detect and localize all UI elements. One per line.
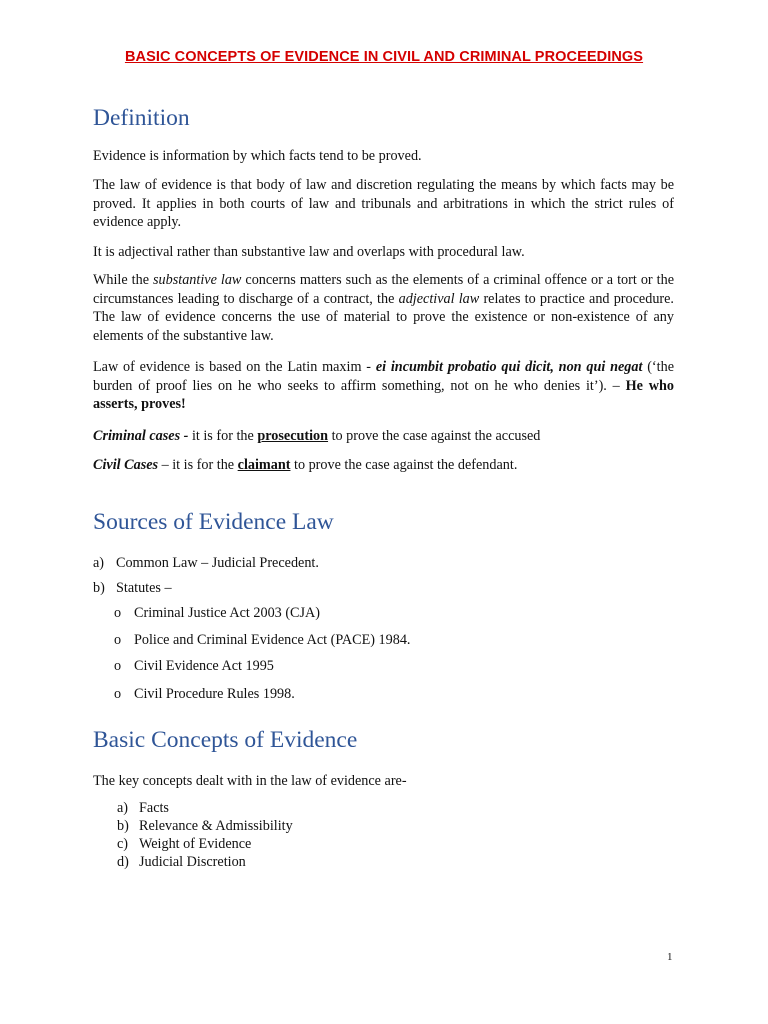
sources-heading: Sources of Evidence Law [93,509,334,535]
prosecution-term: prosecution [257,428,329,444]
definition-heading: Definition [93,105,190,131]
statute-text: Civil Evidence Act 1995 [134,658,274,674]
criminal-cases-label: Criminal cases - [93,428,189,444]
list-item [93,554,319,572]
list-marker: c) [117,836,129,852]
list-item-text: Common Law – Judicial Precedent. [116,555,319,571]
text-segment: Law of evidence is based on the Latin maxim - [93,359,376,375]
emphasis-adjectival-law: adjectival law [398,290,480,307]
list-item-text: Statutes – [116,580,172,596]
bullet-marker: o [114,605,122,621]
definition-paragraph-4 [93,271,674,345]
text-segment: concerns matters such as the elements of a criminal offence or a tort or the circumstances leading to discharge of a contract, the [93,272,674,307]
statute-item [114,685,295,703]
emphasis-substantive-law: substantive law [153,272,242,288]
civil-cases-line [93,456,674,475]
list-item [117,835,251,853]
list-marker: a) [93,555,105,571]
statute-text: Civil Procedure Rules 1998. [134,686,295,702]
definition-paragraph-2: The law of evidence is that body of law and discretion regulating the means by which facts may be proved. It applies in both courts of law and tribunals and arbitrations in which the strict rules of evidence apply. [93,177,674,231]
bullet-marker: o [114,658,122,674]
list-item-text: Facts [139,800,169,816]
list-marker: b) [117,818,129,834]
text-segment: it is for the [188,428,258,444]
text-segment: to prove the case against the defendant. [290,457,518,473]
concepts-heading: Basic Concepts of Evidence [93,727,358,753]
text-segment: While the [93,272,154,288]
definition-paragraph-3: It is adjectival rather than substantive law and overlaps with procedural law. [93,244,525,260]
maxim-summary: He who asserts, proves! [93,377,675,413]
list-marker: a) [117,800,129,816]
statute-text: Police and Criminal Evidence Act (PACE) 1984. [134,632,411,648]
text-segment: to prove the case against the accused [328,428,541,444]
concepts-intro: The key concepts dealt with in the law of evidence are- [93,773,407,789]
statute-item [114,631,410,649]
claimant-term: claimant [237,457,291,473]
list-item-text: Weight of Evidence [139,836,252,852]
list-item-text: Judicial Discretion [139,854,246,870]
text-segment: relates to practice and procedure. The law of evidence concerns the use of material to prove the existence or non-existence of any elements of the substantive law. [93,290,674,344]
statute-item [114,657,274,675]
statute-item [114,604,320,622]
text-segment: (‘the burden of proof lies on he who seeks to affirm something, not on he who denies it’). – [93,359,674,394]
document-title: BASIC CONCEPTS OF EVIDENCE IN CIVIL AND CRIMINAL PROCEEDINGS [124,49,644,65]
list-item [117,817,293,835]
list-item [117,799,169,817]
list-marker: d) [117,854,129,870]
definition-paragraph-5 [93,358,674,414]
bullet-marker: o [114,632,122,648]
page-number: 1 [667,951,673,963]
criminal-cases-line [93,427,674,446]
definition-paragraph-1: Evidence is information by which facts tend to be proved. [93,148,422,164]
latin-maxim: ei incumbit probatio qui dicit, non qui negat [375,359,643,375]
list-item [93,579,172,597]
text-segment: – it is for the [158,457,238,473]
civil-cases-label: Civil Cases [93,457,159,473]
statute-text: Criminal Justice Act 2003 (CJA) [134,605,320,621]
bullet-marker: o [114,686,122,702]
list-item [117,853,246,871]
list-item-text: Relevance & Admissibility [139,818,293,834]
list-marker: b) [93,580,105,596]
